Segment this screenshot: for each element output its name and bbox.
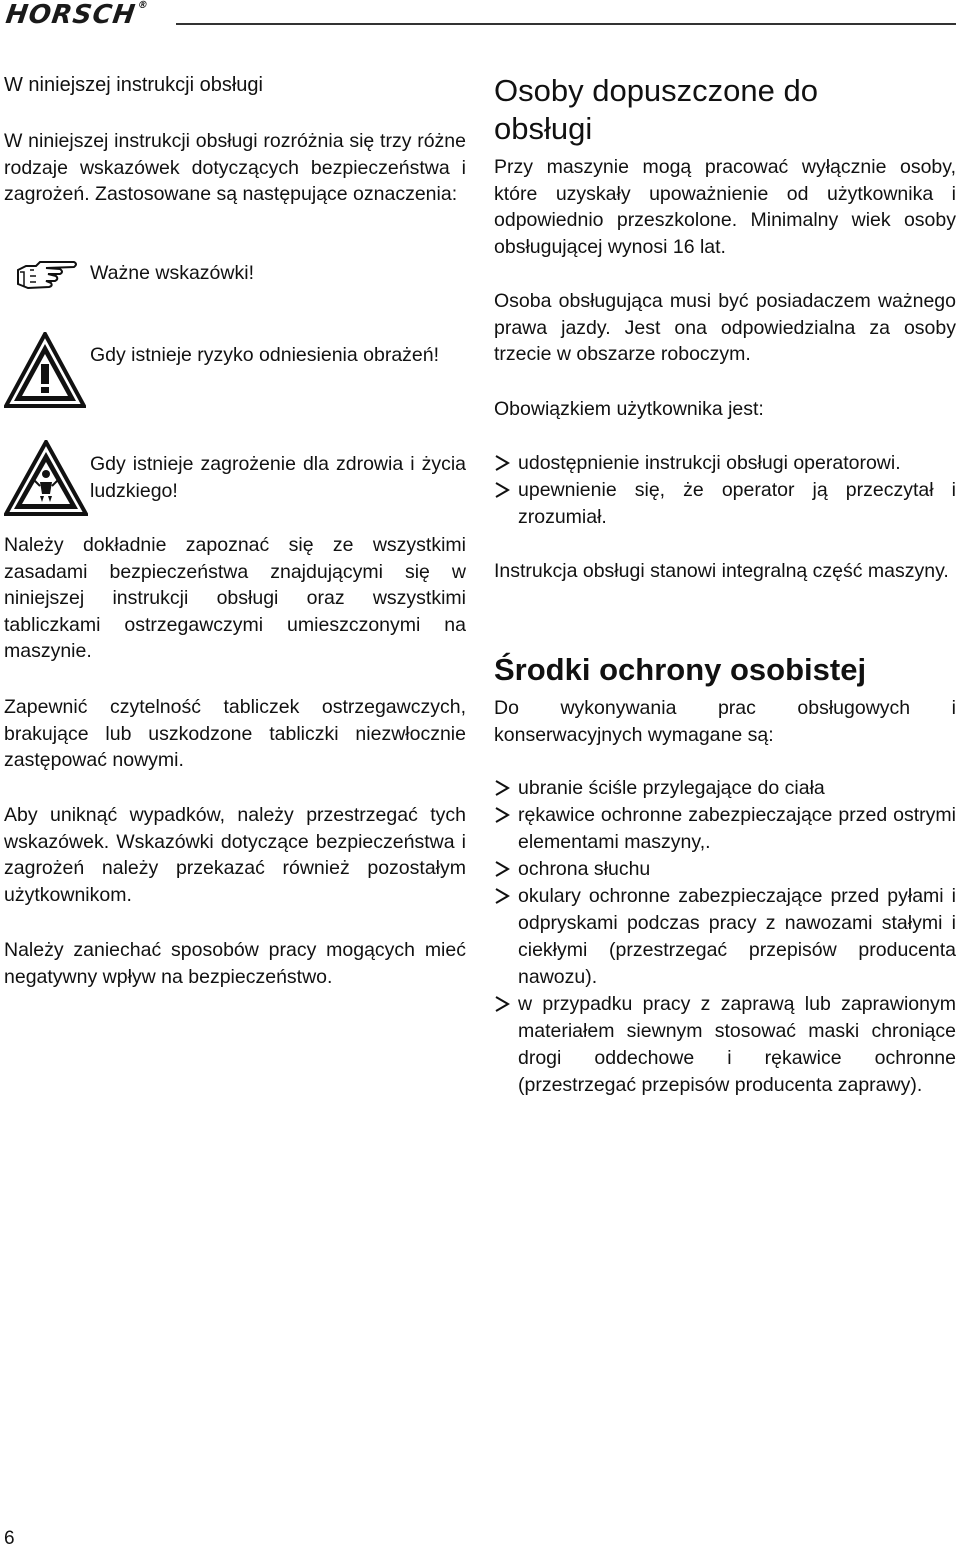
paragraph-familiarize: Należy dokładnie zapoznać się ze wszystkimi zasadami bezpieczeństwa znajdującymi się w niniejszej instrukcji obsługi oraz wszystkimi tabliczkami ostrzegawczymi umieszczonymi na maszynie.	[4, 534, 466, 662]
paragraph-duty: Obowiązkiem użytkownika jest:	[494, 398, 764, 420]
arrow-bullet-icon	[494, 454, 510, 472]
paragraph-accidents: Aby uniknąć wypadków, należy przestrzegać tych wskazówek. Wskazówki dotyczące bezpieczeństwa i zagrożeń należy przekazać również pozostałym użytkownikom.	[4, 804, 466, 906]
arrow-bullet-icon	[494, 779, 510, 797]
section-heading: W niniejszej instrukcji obsługi	[4, 74, 263, 96]
page-number: 6	[4, 1528, 15, 1549]
arrow-bullet-icon	[494, 860, 510, 878]
paragraph-license: Osoba obsługująca musi być posiadaczem ważnego prawa jazdy. Jest ona odpowiedzialna za osoby trzecie w obszarze roboczym.	[494, 290, 956, 365]
note-text: Ważne wskazówki!	[90, 262, 254, 284]
arrow-bullet-icon	[494, 806, 510, 824]
paragraph-ppe-intro: Do wykonywania prac obsługowych i konserwacyjnych wymagane są:	[494, 697, 956, 746]
arrow-bullet-icon	[494, 995, 510, 1013]
list-item: ubranie ściśle przylegające do ciała	[494, 775, 956, 802]
warning-row	[4, 332, 466, 412]
hazard-row	[4, 440, 466, 520]
list-item: ochrona słuchu	[494, 856, 956, 883]
paragraph-avoid: Należy zaniechać sposobów pracy mogących mieć negatywny wpływ na bezpieczeństwo.	[4, 939, 466, 988]
paragraph-legibility: Zapewnić czytelność tabliczek ostrzegawczych, brakujące lub uszkodzone tabliczki niezwłocznie zastępować nowymi.	[4, 696, 466, 771]
pointing-hand-icon	[16, 260, 80, 292]
horsch-logo: HORSCH®	[3, 0, 150, 30]
list-item: rękawice ochronne zabezpieczające przed ostrymi elementami maszyny,.	[494, 802, 956, 856]
warning-triangle-icon	[4, 332, 86, 408]
arrow-bullet-icon	[494, 481, 510, 499]
list-item: upewnienie się, że operator ją przeczytał i zrozumiał.	[494, 477, 956, 531]
list-item: w przypadku pracy z zaprawą lub zaprawionym materiałem siewnym stosować maski chroniące drogi oddechowe i rękawice ochronne (przestrzegać przepisów producenta zaprawy).	[494, 991, 956, 1126]
warning-text: Gdy istnieje ryzyko odniesienia obrażeń!	[90, 344, 440, 366]
page-header	[0, 0, 960, 40]
intro-paragraph: W niniejszej instrukcji obsługi rozróżnia się trzy różne rodzaje wskazówek dotyczących bezpieczeństwa i zagrożeń. Zastosowane są następujące oznaczenia:	[4, 130, 466, 205]
heading-ppe: Środki ochrony osobistej	[494, 652, 867, 687]
paragraph-authorized: Przy maszynie mogą pracować wyłącznie osoby, które uzyskały upoważnienie od użytkownika i odpowiednio przeszkolone. Minimalny wiek osoby obsługującej wynosi 16 lat.	[494, 156, 956, 258]
note-row	[4, 258, 466, 298]
paragraph-integral: Instrukcja obsługi stanowi integralną część maszyny.	[494, 560, 949, 582]
arrow-bullet-icon	[494, 887, 510, 905]
hazard-text: Gdy istnieje zagrożenie dla zdrowia i życia ludzkiego!	[90, 453, 466, 502]
header-rule	[176, 23, 956, 25]
list-item: okulary ochronne zabezpieczające przed pyłami i odpryskami podczas pracy z nawozami stałymi i ciekłymi (przestrzegać przepisów producenta nawozu).	[494, 883, 956, 991]
heading-authorized-persons: Osoby dopuszczone do obsługi	[494, 73, 818, 146]
health-hazard-icon	[4, 440, 88, 516]
list-item: udostępnienie instrukcji obsługi operatorowi.	[494, 450, 956, 477]
